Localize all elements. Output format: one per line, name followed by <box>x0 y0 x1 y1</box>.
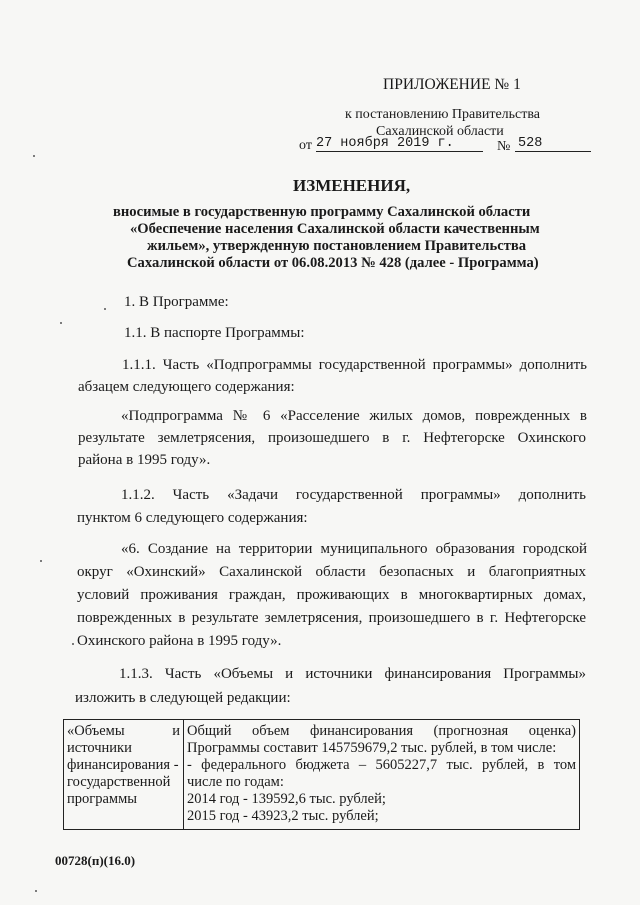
item-1-1-3-line-2: изложить в следующей редакции: <box>75 690 291 706</box>
document-code: 00728(п)(16.0) <box>55 853 136 868</box>
decree-number-value: 528 <box>518 136 543 151</box>
value-line-3: - федерального бюджета – 5605227,7 тыс. рублей, в том <box>187 757 576 773</box>
quote-2-line-2: округ «Охинский» Сахалинской области безопасных и благоприятных <box>77 564 586 580</box>
label-line-2: источники <box>67 740 132 756</box>
scan-speck <box>40 560 42 562</box>
value-line-4: числе по годам: <box>187 774 284 790</box>
title-line-1: вносимые в государственную программу Сахалинской области <box>113 204 531 220</box>
section-1-1: 1.1. В паспорте Программы: <box>124 325 305 341</box>
title-line-3: жильем», утвержденную постановлением Правительства <box>147 238 527 254</box>
item-1-1-1-line-1: 1.1.1. Часть «Подпрограммы государственной программы» дополнить <box>122 357 587 373</box>
quote-2-line-5: Охинского района в 1995 году». <box>77 633 282 649</box>
decree-number <box>515 136 591 152</box>
label-line-1: «Объемы и <box>67 723 180 739</box>
title-line-4: Сахалинской области от 06.08.2013 № 428 (далее - Программа) <box>127 255 539 271</box>
scan-speck <box>60 322 62 324</box>
title-line-2: «Обеспечение населения Сахалинской области качественным <box>130 221 540 237</box>
date-number-line <box>299 136 591 158</box>
value-line-1: Общий объем финансирования (прогнозная оценка) <box>187 723 576 739</box>
date-prefix: от <box>299 138 312 153</box>
document-title: ИЗМЕНЕНИЯ, <box>293 176 411 195</box>
region-line: Сахалинской области <box>376 124 504 139</box>
decree-date <box>316 136 483 152</box>
scan-speck <box>104 308 106 310</box>
table-row <box>64 720 580 830</box>
appendix-title: ПРИЛОЖЕНИЕ № 1 <box>383 76 521 93</box>
quote-2-line-4: поврежденных в результате землетрясения, произошедшего в г. Нефтегорске <box>77 610 586 626</box>
table-value-cell <box>184 720 580 830</box>
quote-1-line-2: результате землетрясения, произошедшего в г. Нефтегорске Охинского <box>78 430 586 446</box>
value-line-6: 2015 год - 43923,2 тыс. рублей; <box>187 808 379 824</box>
table-label-cell <box>64 720 184 830</box>
scan-speck <box>72 643 74 645</box>
financing-table <box>63 719 580 830</box>
item-1-1-1-line-2: абзацем следующего содержания: <box>78 379 295 395</box>
scan-speck <box>33 155 35 157</box>
item-1-1-3-line-1: 1.1.3. Часть «Объемы и источники финансирования Программы» <box>119 666 586 682</box>
value-line-5: 2014 год - 139592,6 тыс. рублей; <box>187 791 386 807</box>
label-line-3: финансирования - <box>67 757 179 773</box>
value-line-2: Программы составит 145759679,2 тыс. рублей, в том числе: <box>187 740 557 756</box>
quote-2-line-1: «6. Создание на территории муниципального образования городской <box>121 541 587 557</box>
decree-line: к постановлению Правительства <box>345 107 541 122</box>
item-1-1-2-line-1: 1.1.2. Часть «Задачи государственной программы» дополнить <box>121 487 586 503</box>
quote-1-line-1: «Подпрограмма № 6 «Расселение жилых домов, поврежденных в <box>121 408 587 424</box>
item-1-1-2-line-2: пунктом 6 следующего содержания: <box>77 510 308 526</box>
scan-speck <box>35 890 37 892</box>
label-line-4: государственной <box>67 774 171 790</box>
section-1: 1. В Программе: <box>124 294 229 310</box>
decree-date-value: 27 ноября 2019 г. <box>316 136 454 151</box>
quote-1-line-3: района в 1995 году». <box>78 452 211 468</box>
number-prefix: № <box>497 139 511 154</box>
quote-2-line-3: условий проживания граждан, проживающих в многоквартирных домах, <box>77 587 586 603</box>
label-line-5: программы <box>67 791 137 807</box>
